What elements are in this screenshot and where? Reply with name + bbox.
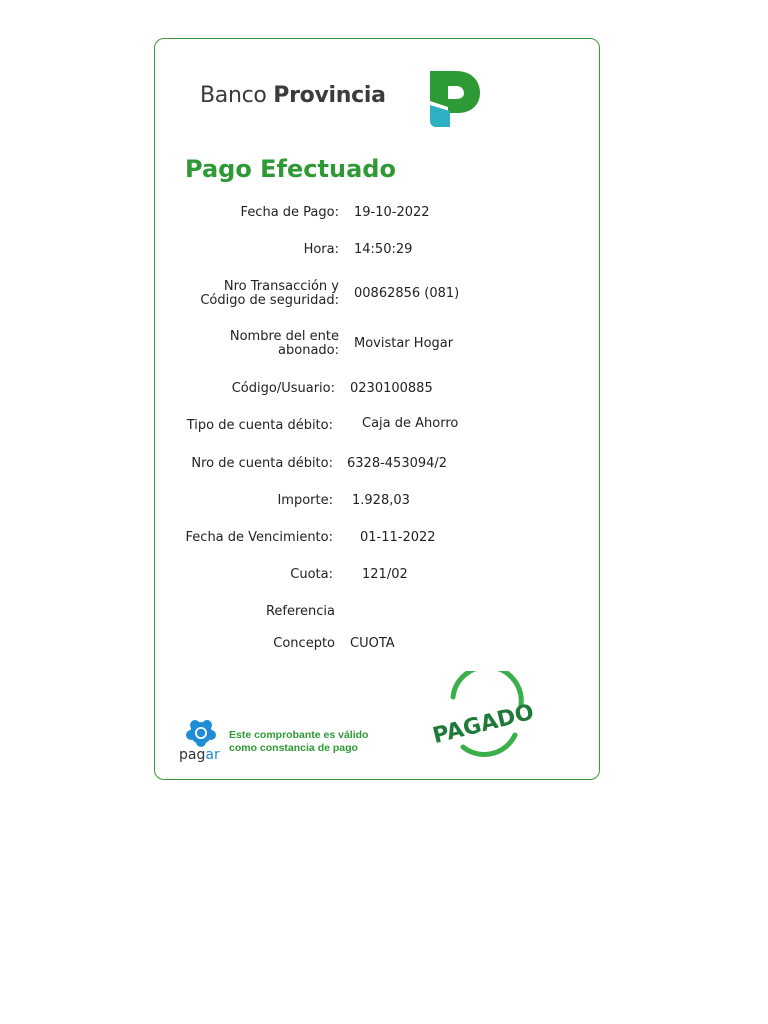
value-importe: 1.928,03 (352, 493, 410, 508)
pagar-flower-icon (186, 719, 216, 747)
logo-word-banco: Banco (200, 83, 267, 108)
value-hora: 14:50:29 (354, 242, 413, 257)
label-transaccion-line2: Código de seguridad: (200, 293, 339, 308)
label-hora: Hora: (303, 242, 339, 257)
validity-note-line1: Este comprobante es válido (229, 729, 369, 741)
value-transaccion: 00862856 (081) (354, 286, 460, 301)
stamp-text: PAGADO (430, 699, 537, 750)
label-codigo-usuario: Código/Usuario: (231, 381, 335, 396)
label-transaccion-line1: Nro Transacción y (223, 279, 339, 294)
value-cuota: 121/02 (362, 567, 408, 582)
page-title: Pago Efectuado (185, 155, 396, 183)
label-cuota: Cuota: (290, 567, 333, 582)
banco-provincia-p-icon (428, 71, 482, 127)
label-concepto: Concepto (273, 636, 335, 651)
value-vencimiento: 01-11-2022 (360, 530, 436, 545)
label-ente-line1: Nombre del ente (229, 329, 339, 344)
value-tipo-cuenta: Caja de Ahorro (362, 416, 459, 431)
label-tipo-cuenta: Tipo de cuenta débito: (186, 418, 333, 433)
logo-wordmark (200, 83, 386, 108)
pagar-word-main: pag (179, 747, 206, 763)
pagado-stamp-icon (421, 671, 541, 761)
pagar-wordmark (179, 747, 220, 763)
value-nro-cuenta: 6328-453094/2 (347, 456, 448, 471)
label-importe: Importe: (277, 493, 333, 508)
label-referencia: Referencia (265, 604, 335, 619)
receipt-card (154, 38, 600, 780)
validity-note (229, 729, 368, 755)
logo-word-provincia: Provincia (273, 83, 386, 108)
value-codigo-usuario: 0230100885 (350, 381, 433, 396)
label-vencimiento: Fecha de Vencimiento: (185, 530, 333, 545)
pagar-logo (179, 719, 379, 767)
value-fecha-pago: 19-10-2022 (354, 205, 430, 220)
pagar-word-accent: ar (205, 747, 220, 763)
value-ente: Movistar Hogar (354, 336, 454, 351)
label-ente-line2: abonado: (278, 343, 339, 358)
value-concepto: CUOTA (350, 636, 395, 651)
label-nro-cuenta: Nro de cuenta débito: (191, 456, 333, 471)
validity-note-line2: como constancia de pago (229, 742, 358, 754)
label-fecha-pago: Fecha de Pago: (240, 205, 339, 220)
banco-provincia-logo (200, 71, 490, 127)
